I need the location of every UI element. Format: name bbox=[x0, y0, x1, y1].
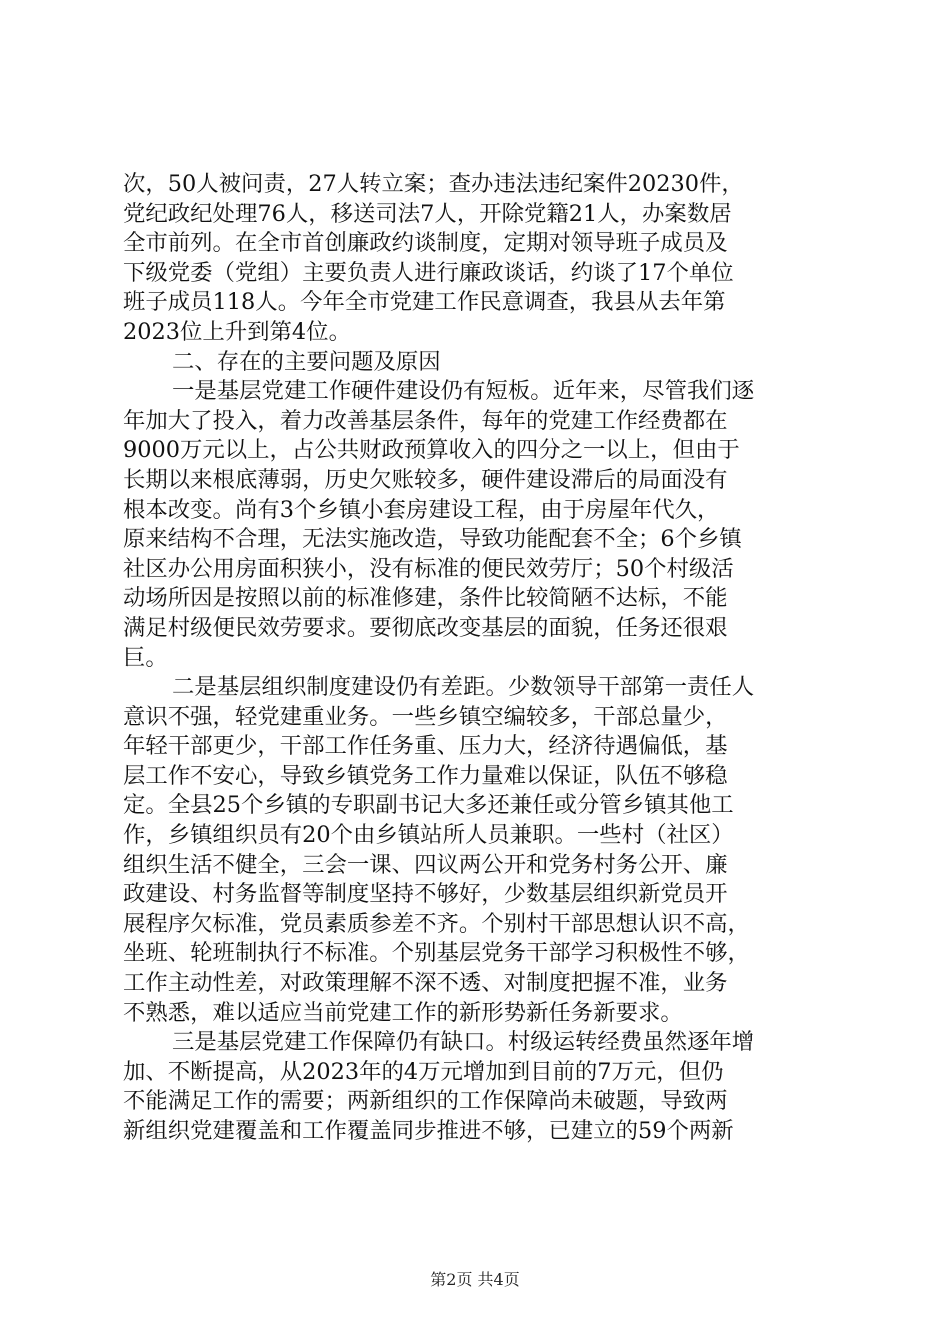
text-line: 动场所因是按照以前的标准修建，条件比较简陋不达标，不能 bbox=[123, 585, 728, 612]
text-line: 党纪政纪处理76人，移送司法7人，开除党籍21人，办案数居 bbox=[123, 200, 732, 227]
document-body bbox=[123, 170, 835, 1147]
text-line: 根本改变。尚有3个乡镇小套房建设工程，由于房屋年代久， bbox=[123, 496, 720, 523]
text-line: 组织生活不健全，三会一课、四议两公开和党务村务公开、廉 bbox=[123, 851, 728, 878]
text-line: 社区办公用房面积狭小，没有标准的便民效劳厅；50个村级活 bbox=[123, 555, 734, 582]
text-line: 巨。 bbox=[123, 644, 168, 671]
text-line: 一是基层党建工作硬件建设仍有短板。近年来，尽管我们逐 bbox=[172, 378, 755, 405]
text-line: 9000万元以上，占公共财政预算收入的四分之一以上，但由于 bbox=[123, 437, 740, 464]
text-line: 2023位上升到第4位。 bbox=[123, 318, 351, 345]
text-line: 不能满足工作的需要；两新组织的工作保障尚未破题，导致两 bbox=[123, 1088, 728, 1115]
text-line: 加、不断提高，从2023年的4万元增加到目前的7万元，但仍 bbox=[123, 1058, 724, 1085]
text-line: 长期以来根底薄弱，历史欠账较多，硬件建设滞后的局面没有 bbox=[123, 466, 728, 493]
text-line: 政建设、村务监督等制度坚持不够好，少数基层组织新党员开 bbox=[123, 881, 728, 908]
text-line: 层工作不安心，导致乡镇党务工作力量难以保证，队伍不够稳 bbox=[123, 762, 728, 789]
page-footer: 第2页 共4页 bbox=[430, 1270, 520, 1289]
text-line: 原来结构不合理，无法实施改造，导致功能配套不全；6个乡镇 bbox=[123, 526, 742, 553]
text-line: 三是基层党建工作保障仍有缺口。村级运转经费虽然逐年增 bbox=[172, 1029, 755, 1056]
text-line: 意识不强，轻党建重业务。一些乡镇空编较多，干部总量少， bbox=[123, 703, 728, 730]
text-line: 年轻干部更少，干部工作任务重、压力大，经济待遇偏低，基 bbox=[123, 733, 728, 760]
text-line: 满足村级便民效劳要求。要彻底改变基层的面貌，任务还很艰 bbox=[123, 614, 728, 641]
text-line: 下级党委（党组）主要负责人进行廉政谈话，约谈了17个单位 bbox=[123, 259, 734, 286]
text-line: 年加大了投入，着力改善基层条件，每年的党建工作经费都在 bbox=[123, 407, 728, 434]
text-line: 坐班、轮班制执行不标准。个别基层党务干部学习积极性不够， bbox=[123, 940, 750, 967]
text-line: 新组织党建覆盖和工作覆盖同步推进不够，已建立的59个两新 bbox=[123, 1118, 734, 1144]
text-line: 工作主动性差，对政策理解不深不透、对制度把握不准，业务 bbox=[123, 970, 728, 997]
text-line: 全市前列。在全市首创廉政约谈制度，定期对领导班子成员及 bbox=[123, 230, 728, 257]
text-line: 定。全县25个乡镇的专职副书记大多还兼任或分管乡镇其他工 bbox=[123, 792, 734, 819]
text-line: 二是基层组织制度建设仍有差距。少数领导干部第一责任人 bbox=[172, 674, 755, 701]
text-line: 展程序欠标准，党员素质参差不齐。个别村干部思想认识不高， bbox=[123, 910, 750, 937]
text-line: 次，50人被问责，27人转立案；查办违法违纪案件20230件， bbox=[123, 171, 744, 197]
text-line: 二、存在的主要问题及原因 bbox=[172, 348, 441, 375]
text-line: 不熟悉，难以适应当前党建工作的新形势新任务新要求。 bbox=[123, 999, 683, 1026]
text-line: 班子成员118人。今年全市党建工作民意调查，我县从去年第 bbox=[123, 289, 726, 316]
text-line: 作，乡镇组织员有20个由乡镇站所人员兼职。一些村（社区） bbox=[123, 822, 734, 849]
